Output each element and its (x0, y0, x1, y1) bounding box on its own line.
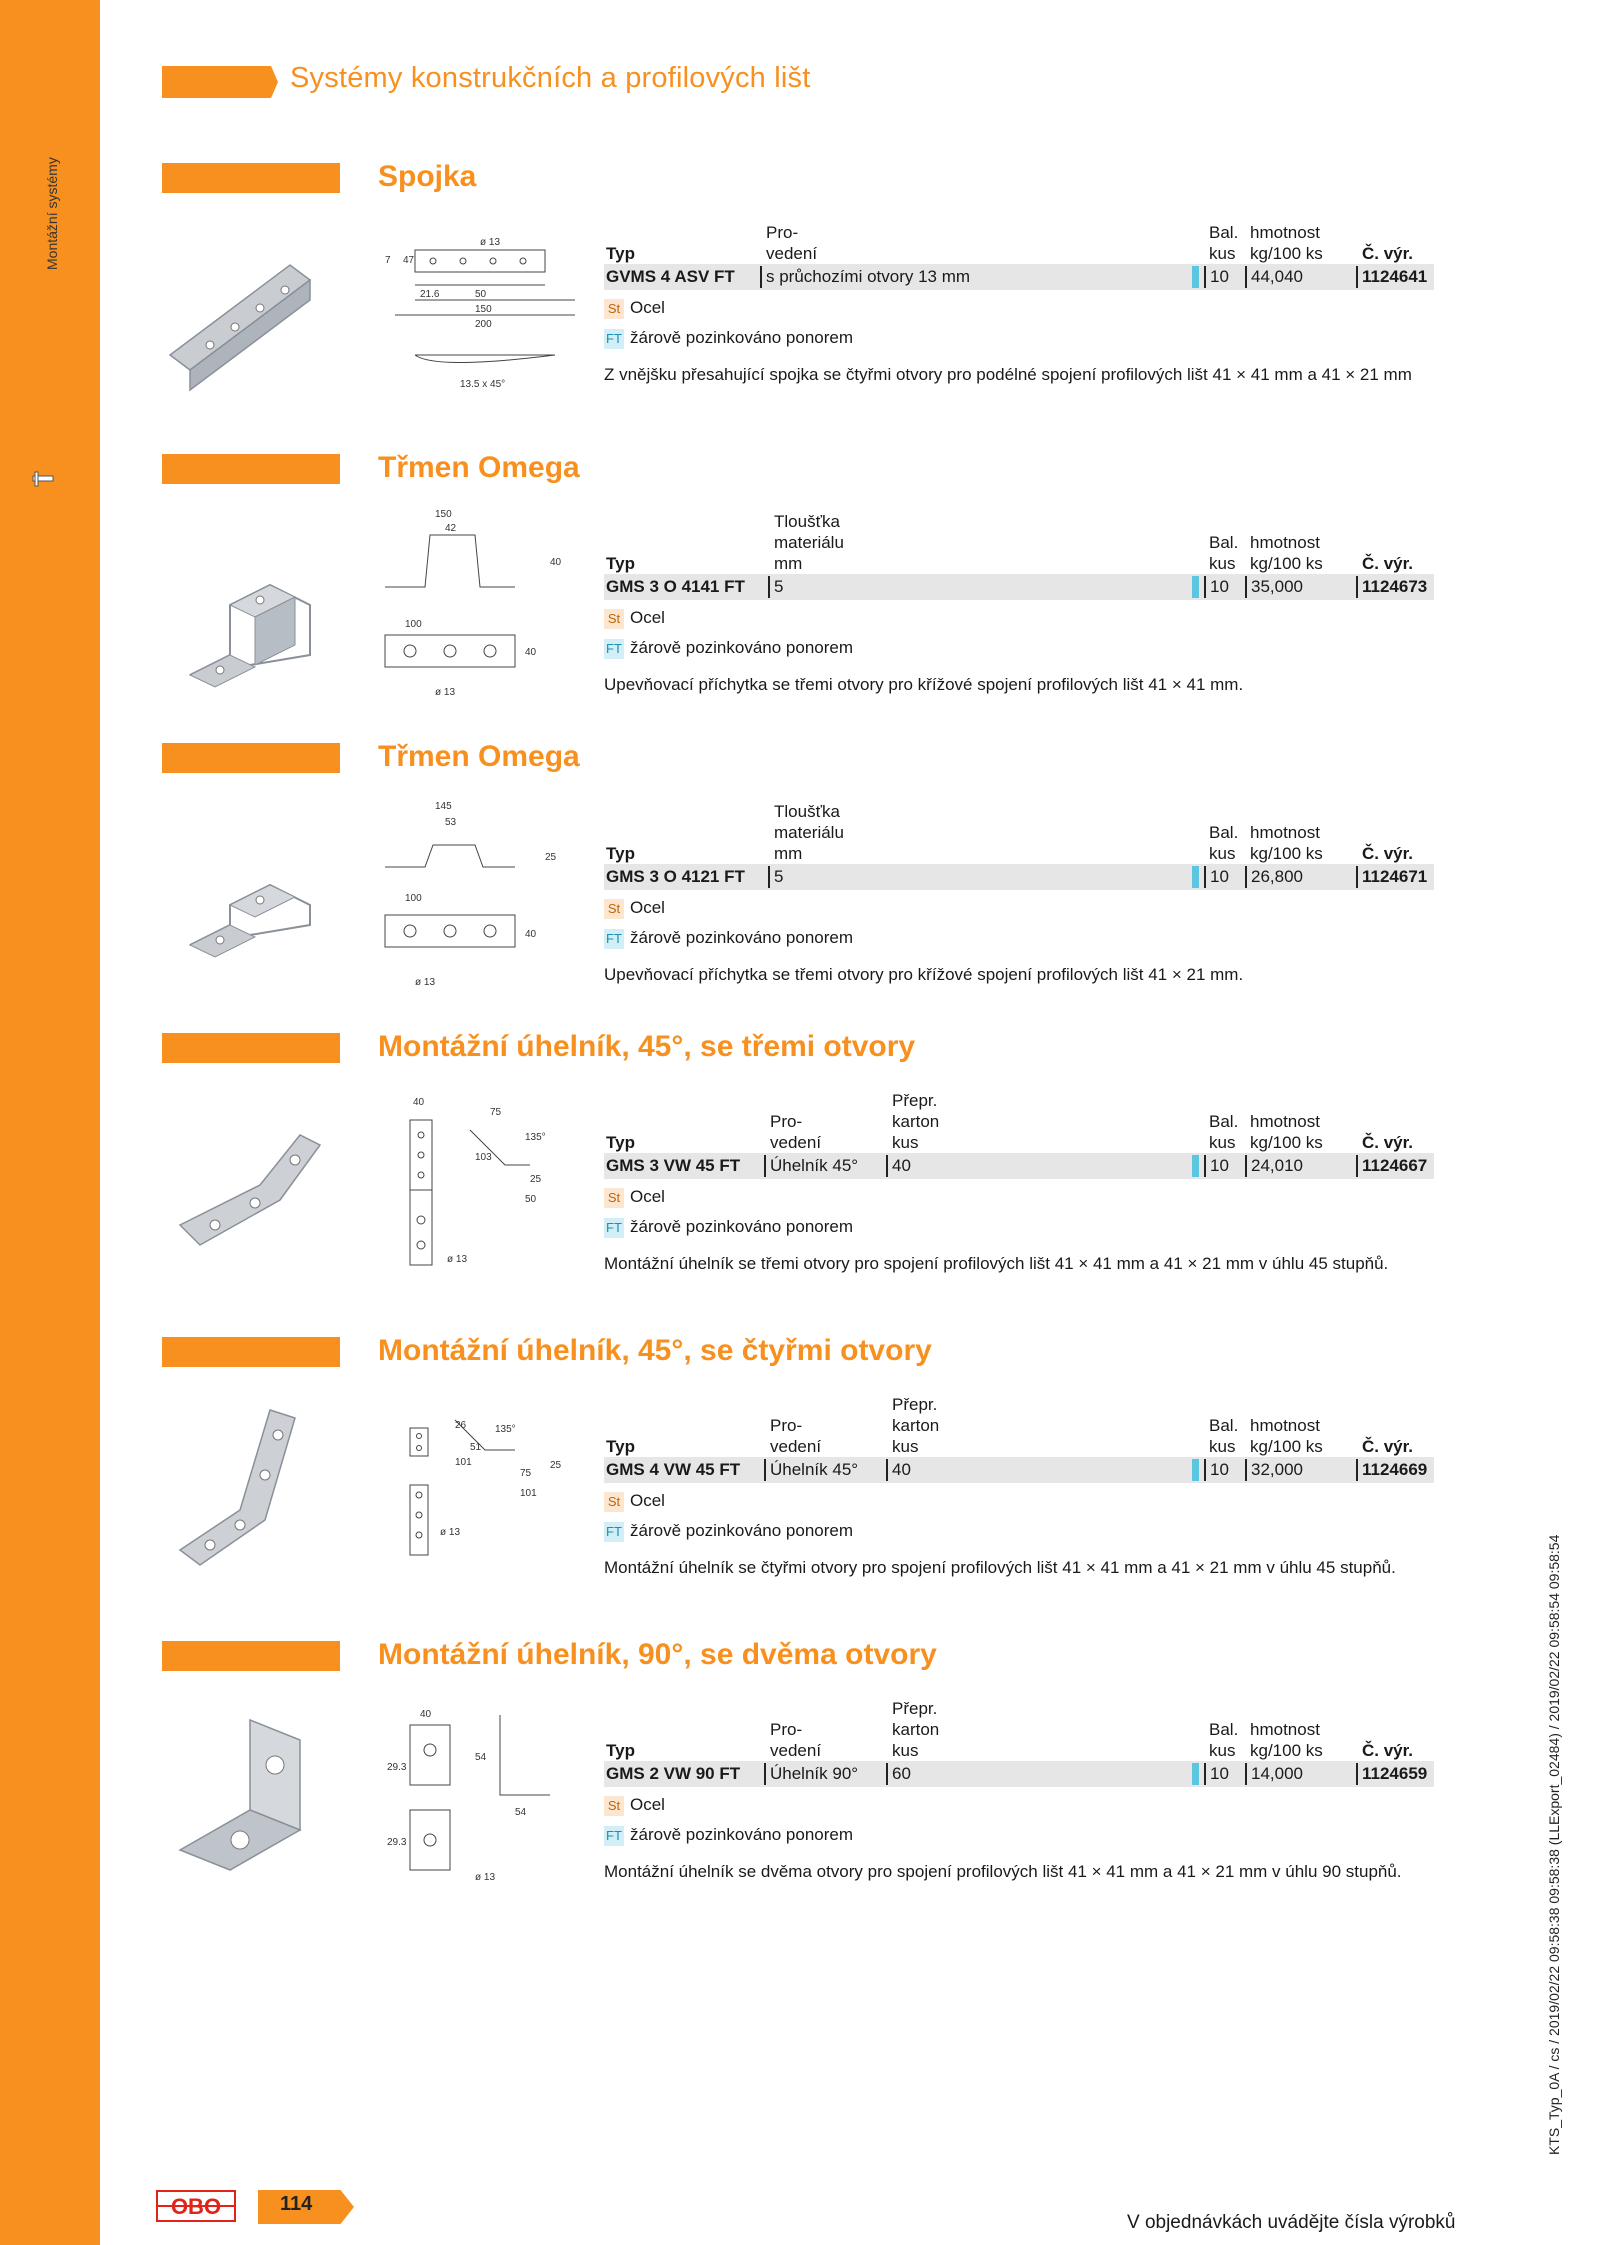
dim-label: 29.3 (387, 1837, 407, 1848)
header-hmotnost: hmotnost kg/100 ks (1250, 223, 1323, 263)
material-ft: FT žárově pozinkováno ponorem (604, 1519, 853, 1543)
dim-label: 7 (385, 255, 391, 266)
dim-label: 13.5 x 45° (460, 379, 506, 390)
row-provedeni: Úhelník 45° (770, 1460, 859, 1479)
technical-drawing-spojka (375, 225, 600, 440)
header-col2: Pro- vedení (766, 223, 818, 263)
section-bar (162, 454, 340, 484)
header-vyr: Č. výr. (1362, 244, 1414, 263)
technical-drawing-angle-90 (375, 1695, 600, 1910)
footer-note: V objednávkách uvádějte čísla výrobků (1127, 2212, 1456, 2233)
material-st: St Ocel (604, 896, 665, 920)
obo-logo (156, 2190, 236, 2222)
section-title: Montážní úhelník, 45°, se čtyřmi otvory (378, 1334, 932, 1367)
table-row (604, 1761, 1434, 1787)
header-col3: Přepr. karton kus (892, 1091, 940, 1152)
dim-label: 21.6 (420, 289, 440, 300)
page-header-title: Systémy konstrukčních a profilových lišt (290, 62, 811, 94)
dim-label: 40 (525, 929, 537, 940)
row-bal: 10 (1210, 577, 1229, 596)
header-hmotnost: hmotnost kg/100 ks (1250, 1720, 1323, 1760)
row-karton: 60 (892, 1764, 911, 1783)
dim-label: 103 (475, 1152, 492, 1163)
technical-drawing-omega-4141 (375, 505, 600, 720)
row-typ: GMS 3 VW 45 FT (606, 1156, 741, 1175)
material-st: St Ocel (604, 1185, 665, 1209)
header-hmotnost: hmotnost kg/100 ks (1250, 823, 1323, 863)
dim-label: 101 (455, 1457, 472, 1468)
header-bal: Bal. kus (1209, 1416, 1239, 1456)
header-typ: Typ (606, 1741, 635, 1760)
material-st: St Ocel (604, 1793, 665, 1817)
product-photo-angle-90 (160, 1710, 340, 1890)
technical-drawing-angle-45-4 (375, 1400, 600, 1615)
dim-label: 101 (520, 1488, 537, 1499)
material-ft: FT žárově pozinkováno ponorem (604, 1823, 853, 1847)
header-bal: Bal. kus (1209, 823, 1239, 863)
product-description: Montážní úhelník se čtyřmi otvory pro spojení profilových lišt 41 × 41 mm a 41 × 21 mm v úhlu 45 stupňů. (604, 1558, 1396, 1577)
header-bal: Bal. kus (1209, 1720, 1239, 1760)
material-ft: FT žárově pozinkováno ponorem (604, 326, 853, 350)
row-hmotnost: 35,000 (1251, 577, 1303, 596)
dim-label: 50 (525, 1194, 537, 1205)
row-cislo-vyrobku: 1124667 (1362, 1156, 1428, 1175)
product-photo-omega-4121 (160, 835, 340, 1015)
product-photo-angle-45-4 (160, 1400, 340, 1580)
obo-logo-text: OBO (170, 2194, 222, 2219)
header-hmotnost: hmotnost kg/100 ks (1250, 533, 1323, 573)
material-ft: FT žárově pozinkováno ponorem (604, 926, 853, 950)
table-row (604, 264, 1434, 290)
dim-label: 50 (475, 289, 487, 300)
product-description: Z vnějšku přesahující spojka se čtyřmi otvory pro podélné spojení profilových lišt 41 × 41 mm a 41 × 21 mm (604, 365, 1412, 384)
table-row (604, 574, 1434, 600)
header-vyr: Č. výr. (1362, 844, 1414, 863)
row-bal: 10 (1210, 1764, 1229, 1783)
dim-label: 42 (445, 523, 457, 534)
header-bal: Bal. kus (1209, 1112, 1239, 1152)
dim-label: ø 13 (440, 1527, 461, 1538)
header-vyr: Č. výr. (1362, 1741, 1414, 1760)
dim-label: 47 (403, 255, 415, 266)
row-hmotnost: 24,010 (1251, 1156, 1303, 1175)
header-hmotnost: hmotnost kg/100 ks (1250, 1416, 1323, 1456)
row-provedeni: Úhelník 45° (770, 1156, 859, 1175)
dim-label: 25 (530, 1174, 542, 1185)
row-hmotnost: 14,000 (1251, 1764, 1303, 1783)
row-hmotnost: 44,040 (1251, 267, 1303, 286)
vertical-meta: KTS_Typ_0A / cs / 2019/02/22 09:58:38 09:58:38 (LLExport_02484) / 2019/02/22 09:58:54 09:58:54 (1546, 1534, 1562, 2155)
header-col2: Pro- vedení (770, 1416, 822, 1456)
dim-label: 26 (455, 1420, 467, 1431)
material-st: St Ocel (604, 606, 665, 630)
row-typ: GMS 4 VW 45 FT (606, 1460, 741, 1479)
dim-label: 54 (515, 1807, 527, 1818)
dim-label: 25 (545, 852, 557, 863)
row-bal: 10 (1210, 267, 1229, 286)
table-row (604, 1457, 1434, 1483)
header-bal: Bal. kus (1209, 223, 1239, 263)
header-typ: Typ (606, 1437, 635, 1456)
header-col2: Pro- vedení (770, 1112, 822, 1152)
dim-label: 40 (525, 647, 537, 658)
dim-label: 135° (525, 1132, 546, 1143)
row-typ: GMS 3 O 4121 FT (606, 867, 745, 886)
row-cislo-vyrobku: 1124673 (1362, 577, 1428, 596)
row-karton: 40 (892, 1460, 911, 1479)
header-vyr: Č. výr. (1362, 1437, 1414, 1456)
header-col3: Přepr. karton kus (892, 1699, 940, 1760)
material-st: St Ocel (604, 296, 665, 320)
product-photo-angle-45-3 (160, 1115, 340, 1295)
header-bal: Bal. kus (1209, 533, 1239, 573)
dim-label: 40 (420, 1709, 432, 1720)
header-typ: Typ (606, 244, 635, 263)
row-bal: 10 (1210, 1156, 1229, 1175)
header-typ: Typ (606, 554, 635, 573)
header-col2: Tloušťka materiálu mm (774, 802, 844, 863)
product-description: Montážní úhelník se dvěma otvory pro spojení profilových lišt 41 × 41 mm a 41 × 21 mm v úhlu 90 stupňů. (604, 1862, 1402, 1881)
section-bar (162, 163, 340, 193)
dim-label: 51 (470, 1442, 482, 1453)
rail-icon (32, 470, 54, 488)
header-vyr: Č. výr. (1362, 554, 1414, 573)
header-col2: Tloušťka materiálu mm (774, 512, 844, 573)
row-hmotnost: 26,800 (1251, 867, 1303, 886)
row-cislo-vyrobku: 1124669 (1362, 1460, 1428, 1479)
row-bal: 10 (1210, 867, 1229, 886)
row-cislo-vyrobku: 1124659 (1362, 1764, 1428, 1783)
dim-label: 100 (405, 893, 422, 904)
dim-label: ø 13 (447, 1254, 468, 1265)
dim-label: 100 (405, 619, 422, 630)
section-title: Třmen Omega (378, 740, 580, 773)
row-typ: GMS 3 O 4141 FT (606, 577, 745, 596)
dim-label: 200 (475, 319, 492, 330)
dim-label: ø 13 (435, 687, 456, 698)
dim-label: 40 (413, 1097, 425, 1108)
section-title: Třmen Omega (378, 451, 580, 484)
row-provedeni: Úhelník 90° (770, 1764, 859, 1783)
row-hmotnost: 32,000 (1251, 1460, 1303, 1479)
technical-drawing-angle-45-3 (375, 1090, 600, 1305)
row-typ: GMS 2 VW 90 FT (606, 1764, 741, 1783)
product-description: Montážní úhelník se třemi otvory pro spojení profilových lišt 41 × 41 mm a 41 × 21 mm v úhlu 45 stupňů. (604, 1254, 1389, 1273)
header-tab (162, 66, 278, 98)
product-photo-spojka (160, 245, 340, 425)
technical-drawing-omega-4121 (375, 795, 600, 1010)
row-bal: 10 (1210, 1460, 1229, 1479)
section-bar (162, 1033, 340, 1063)
header-typ: Typ (606, 1133, 635, 1152)
header-vyr: Č. výr. (1362, 1133, 1414, 1152)
header-col3: Přepr. karton kus (892, 1395, 940, 1456)
dim-label: 75 (520, 1468, 532, 1479)
product-description: Upevňovací příchytka se třemi otvory pro křížové spojení profilových lišt 41 × 41 mm. (604, 675, 1244, 694)
row-tloustka: 5 (774, 577, 784, 596)
dim-label: 25 (550, 1460, 562, 1471)
material-ft: FT žárově pozinkováno ponorem (604, 636, 853, 660)
section-bar (162, 1337, 340, 1367)
dim-label: 145 (435, 801, 452, 812)
dim-label: 29.3 (387, 1762, 407, 1773)
dim-label: ø 13 (480, 237, 501, 248)
page-number: 114 (280, 2193, 313, 2215)
dim-label: ø 13 (415, 977, 436, 988)
section-bar (162, 1641, 340, 1671)
section-bar (162, 743, 340, 773)
dim-label: ø 13 (475, 1872, 496, 1883)
sidebar-label: Montážní systémy (44, 157, 60, 270)
row-cislo-vyrobku: 1124671 (1362, 867, 1428, 886)
product-description: Upevňovací příchytka se třemi otvory pro křížové spojení profilových lišt 41 × 21 mm. (604, 965, 1244, 984)
material-ft: FT žárově pozinkováno ponorem (604, 1215, 853, 1239)
section-title: Montážní úhelník, 45°, se třemi otvory (378, 1030, 916, 1063)
table-row (604, 1153, 1434, 1179)
header-col2: Pro- vedení (770, 1720, 822, 1760)
table-row (604, 864, 1434, 890)
row-cislo-vyrobku: 1124641 (1362, 267, 1428, 286)
product-photo-omega-4141 (160, 545, 340, 725)
material-st: St Ocel (604, 1489, 665, 1513)
dim-label: 40 (550, 557, 562, 568)
dim-label: 53 (445, 817, 457, 828)
dim-label: 135° (495, 1424, 516, 1435)
dim-label: 150 (475, 304, 492, 315)
dim-label: 75 (490, 1107, 502, 1118)
row-provedeni: s průchozími otvory 13 mm (766, 267, 971, 286)
header-typ: Typ (606, 844, 635, 863)
row-typ: GVMS 4 ASV FT (606, 267, 735, 286)
row-tloustka: 5 (774, 867, 784, 886)
dim-label: 54 (475, 1752, 487, 1763)
dim-label: 150 (435, 509, 452, 520)
row-karton: 40 (892, 1156, 911, 1175)
header-hmotnost: hmotnost kg/100 ks (1250, 1112, 1323, 1152)
section-title: Spojka (378, 160, 477, 193)
sidebar-band (0, 0, 100, 2245)
section-title: Montážní úhelník, 90°, se dvěma otvory (378, 1638, 937, 1671)
